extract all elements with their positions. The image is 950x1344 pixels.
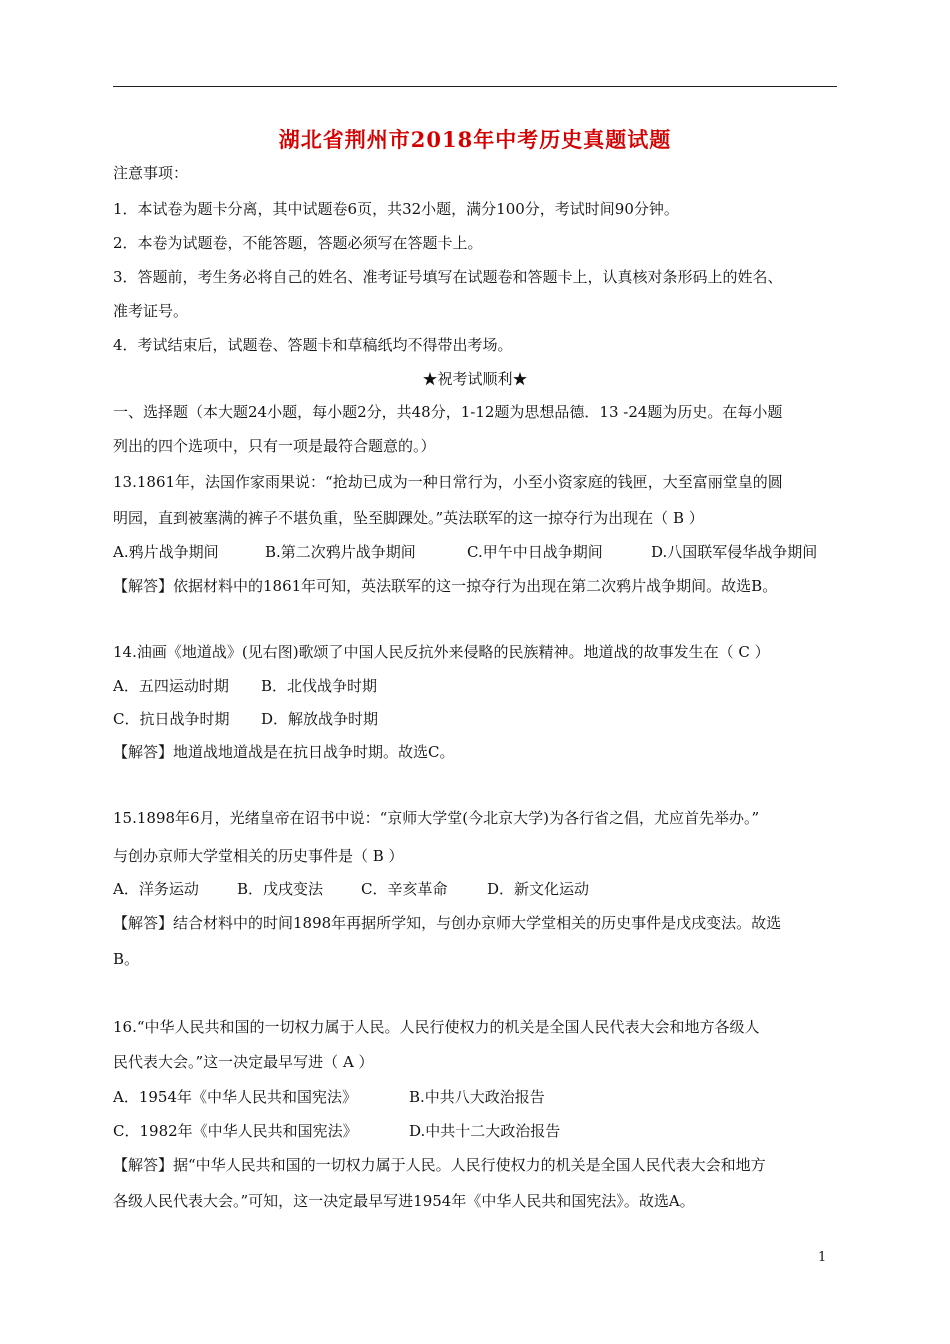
question-15-stem: 与创办京师大学堂相关的历史事件是（ B ） xyxy=(113,847,404,865)
question-13-stem: 明园，直到被塞满的裤子不堪负重，坠至脚踝处。”英法联军的这一掠夺行为出现在（ B ） xyxy=(113,509,704,527)
question-14-options xyxy=(113,709,378,729)
question-14-stem: 14.油画《地道战》(见右图)歌颂了中国人民反抗外来侵略的民族精神。地道战的故事发生在（ C ） xyxy=(113,643,770,661)
notice-line: 4．考试结束后，试题卷、答题卡和草稿纸均不得带出考场。 xyxy=(113,336,513,354)
notice-line: 3．答题前，考生务必将自己的姓名、准考证号填写在试题卷和答题卡上，认真核对条形码上的姓名、 xyxy=(113,268,783,286)
question-16-answer: 【解答】据“中华人民共和国的一切权力属于人民。人民行使权力的机关是全国人民代表大会和地方 xyxy=(113,1156,766,1174)
question-15-options xyxy=(113,879,589,899)
question-13-answer: 【解答】依据材料中的1861年可知，英法联军的这一掠夺行为出现在第二次鸦片战争期间。故选B。 xyxy=(113,577,778,595)
question-14-answer: 【解答】地道战地道战是在抗日战争时期。故选C。 xyxy=(113,743,455,761)
question-16-stem: 16.“中华人民共和国的一切权力属于人民。人民行使权力的机关是全国人民代表大会和地方各级人 xyxy=(113,1018,760,1036)
option-d: D.八国联军侵华战争期间 xyxy=(651,543,818,561)
question-15-answer: 【解答】结合材料中的时间1898年再据所学知，与创办京师大学堂相关的历史事件是戊戌变法。故选 xyxy=(113,914,782,932)
question-16-options xyxy=(113,1087,545,1107)
option-d: D．新文化运动 xyxy=(487,880,590,898)
section-heading: 一、选择题（本大题24小题，每小题2分，共48分，1-12题为思想品德．13 -24题为历史。在每小题 xyxy=(113,403,783,421)
option-c: C．辛亥革命 xyxy=(361,880,448,898)
option-b: B.中共八大政治报告 xyxy=(409,1088,545,1106)
option-d: D．解放战争时期 xyxy=(261,710,379,728)
option-c: C．抗日战争时期 xyxy=(113,710,230,728)
question-13-options xyxy=(113,542,817,562)
question-14-options xyxy=(113,676,377,696)
question-13-stem: 13.1861年，法国作家雨果说：“抢劫已成为一种日常行为，小至小资家庭的钱匣，大至富丽堂皇的圆 xyxy=(113,473,783,491)
option-d: D.中共十二大政治报告 xyxy=(409,1122,561,1140)
notice-line: 1．本试卷为题卡分离，其中试题卷6页，共32小题，满分100分，考试时间90分钟。 xyxy=(113,200,679,218)
wish-line: ★祝考试顺利★ xyxy=(422,370,528,388)
option-a: A．五四运动时期 xyxy=(113,677,229,695)
page-number: 1 xyxy=(818,1250,827,1265)
header-rule xyxy=(113,86,837,87)
option-b: B.第二次鸦片战争期间 xyxy=(265,543,416,561)
notice-line: 2．本卷为试题卷，不能答题，答题必须写在答题卡上。 xyxy=(113,234,483,252)
option-b: B．戊戌变法 xyxy=(237,880,324,898)
option-c: C.甲午中日战争期间 xyxy=(467,543,603,561)
option-b: B．北伐战争时期 xyxy=(261,677,378,695)
option-a: A.鸦片战争期间 xyxy=(113,543,219,561)
option-c: C．1982年《中华人民共和国宪法》 xyxy=(113,1122,358,1140)
section-heading: 列出的四个选项中，只有一项是最符合题意的。） xyxy=(113,437,436,455)
notice-heading: 注意事项： xyxy=(113,164,189,182)
question-15-stem: 15.1898年6月，光绪皇帝在诏书中说：“京师大学堂(今北京大学)为各行省之倡，尤应首先举办。” xyxy=(113,809,760,827)
option-a: A．洋务运动 xyxy=(113,880,199,898)
question-15-answer: B。 xyxy=(113,950,140,968)
option-a: A．1954年《中华人民共和国宪法》 xyxy=(113,1088,358,1106)
notice-line: 准考证号。 xyxy=(113,302,189,320)
question-16-options xyxy=(113,1121,560,1141)
question-16-stem: 民代表大会。”这一决定最早写进（ A ） xyxy=(113,1053,374,1071)
question-16-answer: 各级人民代表大会。”可知，这一决定最早写进1954年《中华人民共和国宪法》。故选A。 xyxy=(113,1192,695,1210)
page-title: 湖北省荆州市2018年中考历史真题试题 xyxy=(278,127,672,152)
